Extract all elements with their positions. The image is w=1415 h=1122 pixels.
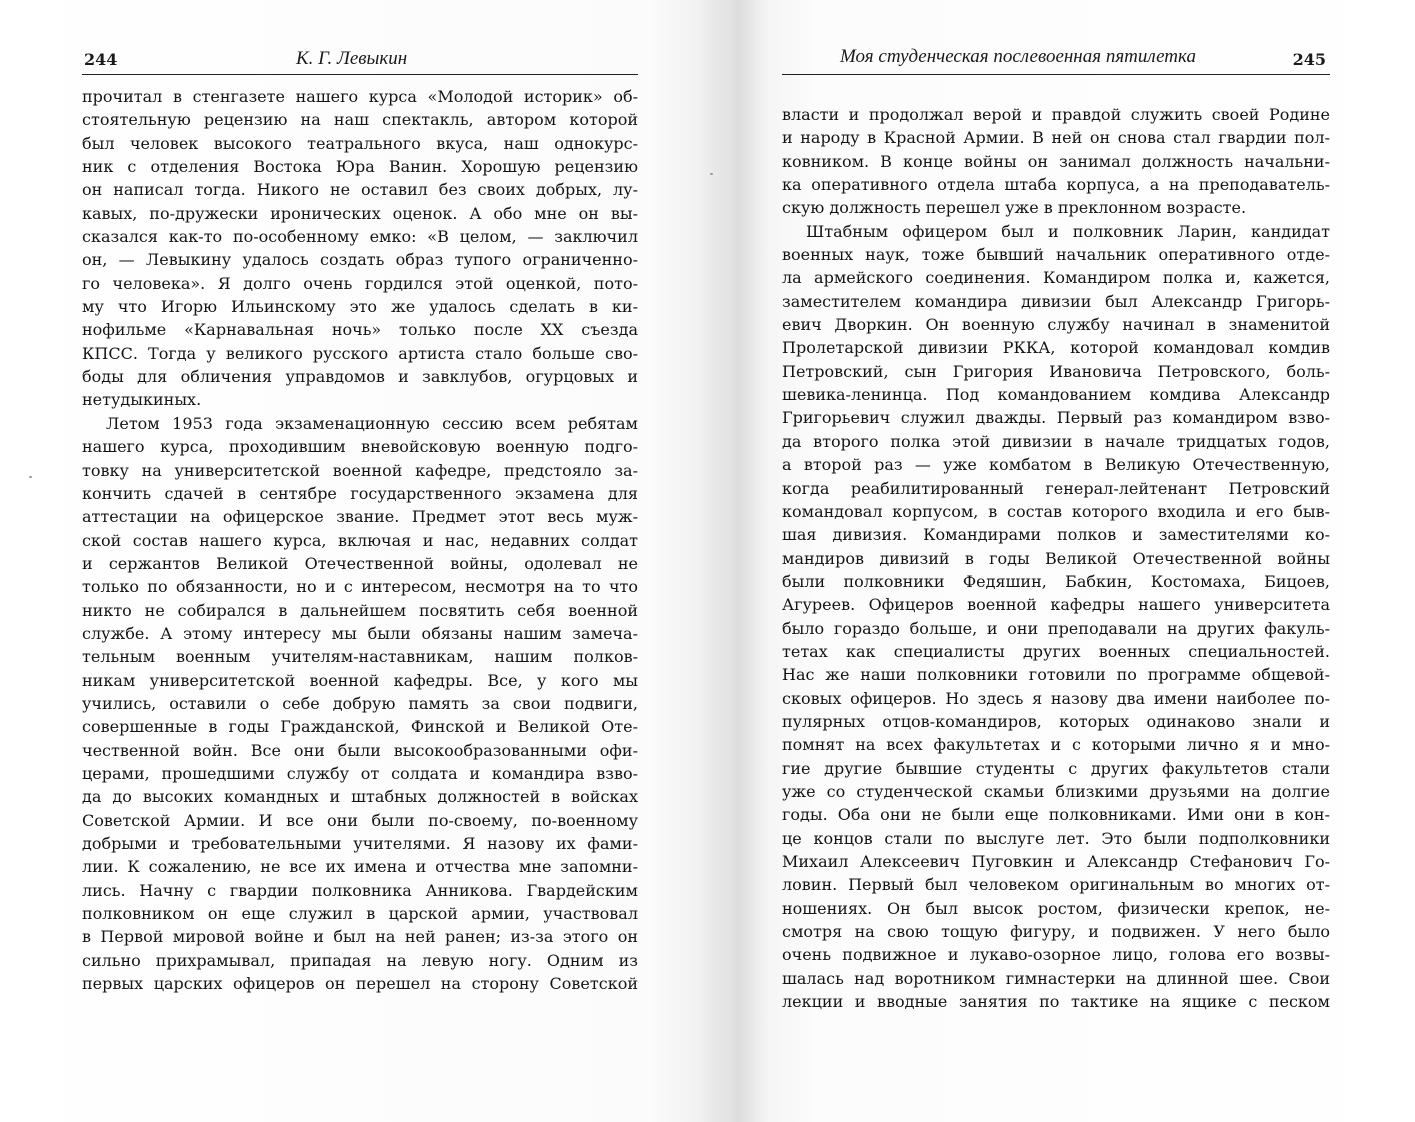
- text-line: никам университетской военной кафедры. Все, у кого мы: [82, 670, 638, 690]
- page-number-right: 245: [1292, 50, 1326, 69]
- text-line: а второй раз — уже комбатом в Великую Отечественную,: [782, 455, 1330, 475]
- text-line: да до высоких командных и штабных должностей в войсках: [82, 787, 638, 807]
- text-line: Михаил Алексеевич Пуговкин и Александр Стефанович Го-: [782, 852, 1330, 871]
- running-head-left: [82, 40, 638, 75]
- right-page: [782, 40, 1330, 1012]
- text-line: власти и продолжал верой и правдой служить своей Родине: [782, 105, 1330, 124]
- text-line: сковых офицеров. Но здесь я назову два имени наиболее по-: [782, 688, 1330, 708]
- text-line: ник с отделения Востока Юра Ванин. Хорошую рецензию: [82, 157, 638, 177]
- text-line: гие другие бывшие студенты с других факультетов стали: [782, 758, 1330, 778]
- text-line: совершенные в годы Гражданской, Финской и Великой Оте-: [82, 717, 638, 737]
- text-line: мандиров дивизий в годы Великой Отечественной войны: [782, 548, 1330, 568]
- text-line: сильно прихрамывал, припадая на левую ногу. Одним из: [82, 950, 638, 970]
- text-line: был человек высокого театрального вкуса, наш однокурс-: [82, 133, 638, 153]
- text-line: лись. Начну с гвардии полковника Анникова. Гвардейским: [82, 880, 638, 900]
- page-number-left: 244: [84, 50, 118, 69]
- text-line: це концов стали по выслуге лет. Это были подполковники: [782, 828, 1330, 848]
- text-line: полковником он еще служил в царской армии, участвовал: [82, 904, 638, 924]
- text-line: Григорьевич служил дважды. Первый раз командиром взво-: [782, 408, 1330, 428]
- text-line: и сержантов Великой Отечественной войны, одолевал не: [82, 553, 638, 573]
- text-line: сказался как-то по-особенному емко: «В целом, — заключил: [82, 227, 638, 247]
- text-line: когда реабилитированный генерал-лейтенант Петровский: [782, 478, 1330, 498]
- text-line: тельным военным учителям-наставникам, нашим полков-: [82, 647, 638, 667]
- text-line: Штабным офицером был и полковник Ларин, кандидат: [806, 221, 1330, 241]
- text-line: церами, прошедшими службу от солдата и командира взво-: [82, 763, 638, 783]
- book-gutter: [700, 0, 770, 1122]
- text-line: стоятельную рецензию на наш спектакль, автором которой: [82, 110, 638, 130]
- text-line: нашего курса, проходившим вневойсковую военную подго-: [82, 437, 638, 457]
- text-line: Советской Армии. И все они были по-своему, по-военному: [82, 810, 638, 830]
- text-line: ка оперативного отдела штаба корпуса, а на преподаватель-: [782, 175, 1330, 195]
- running-title-chapter: Моя студенческая послевоенная пятилетка: [840, 46, 1196, 67]
- text-line: чественной войн. Все они были высокообразованными офи-: [82, 740, 638, 760]
- text-line: только по обязанности, но и с интересом, несмотря на то что: [82, 577, 638, 597]
- text-line: учились, оставили о себе добрую память за свои подвиги,: [82, 693, 638, 713]
- running-title-author: К. Г. Левыкин: [296, 48, 408, 69]
- paper-speck: [29, 476, 32, 478]
- text-line: было гораздо больше, и они преподавали на других факуль-: [782, 618, 1330, 638]
- text-line: го человека». Я долго очень гордился этой оценкой, пото-: [82, 273, 638, 293]
- text-line: добрыми и требовательными учителями. Я назову их фами-: [82, 834, 638, 853]
- text-line: Петровский, сын Григория Ивановича Петровского, боль-: [782, 361, 1330, 381]
- text-line: ковником. В конце войны он занимал должность начальни-: [782, 151, 1330, 171]
- text-line: Агуреев. Офицеров военной кафедры нашего университета: [782, 595, 1330, 615]
- text-line: годы. Оба они не были еще полковниками. Ими они в кон-: [782, 805, 1330, 825]
- text-line: пулярных отцов-командиров, которых одинаково знали и: [782, 711, 1330, 731]
- text-line: Нас же наши полковники готовили по программе общевой-: [782, 665, 1330, 685]
- text-line: кавых, по-дружески иронических оценок. А обо мне он вы-: [82, 203, 638, 223]
- text-line: помнят на всех факультетах и с которыми лично я и мно-: [782, 735, 1330, 755]
- text-line: он написал тогда. Никого не оставил без своих добрых, лу-: [82, 180, 638, 200]
- text-line: шалась над воротником гимнастерки на длинной шее. Свои: [782, 968, 1330, 988]
- text-line: никто не собирался в дальнейшем посвятить себя военной: [82, 600, 638, 620]
- text-line: кончить сдачей в сентябре государственного экзамена для: [82, 483, 638, 503]
- text-line: аттестации на офицерское звание. Предмет этот весь муж-: [82, 507, 638, 527]
- text-line: товку на университетской военной кафедре, предстояло за-: [82, 460, 638, 480]
- left-page: [82, 40, 638, 995]
- text-line: му что Игорю Ильинскому это же удалось сделать в ки-: [82, 297, 638, 317]
- text-line: смотря на свою тощую фигуру, и подвижен. У него было: [782, 922, 1330, 942]
- text-line: и народу в Красной Армии. В ней он снова стал гвардии пол-: [782, 128, 1330, 148]
- text-line: ла армейского соединения. Командиром полка и, кажется,: [782, 268, 1330, 288]
- right-page-text: [782, 103, 1330, 1013]
- text-line: в Первой мировой войне и был на ней ранен; из-за этого он: [82, 927, 638, 947]
- text-line: Пролетарской дивизии РККА, которой командовал комдив: [782, 338, 1330, 358]
- text-line: очень подвижное и лукаво-озорное лицо, голова его возвы-: [782, 945, 1330, 965]
- text-line: скую должность перешел уже в преклонном возрасте.: [782, 198, 1247, 218]
- paper-speck: [710, 173, 713, 175]
- text-line: ношениях. Он был высок ростом, физически крепок, не-: [782, 898, 1330, 918]
- text-line: службе. А этому интересу мы были обязаны нашим замеча-: [82, 623, 638, 643]
- left-page-text: [82, 85, 638, 995]
- text-line: прочитал в стенгазете нашего курса «Молодой историк» об-: [82, 87, 638, 106]
- text-line: уже со студенческой скамьи близкими друзьями на долгие: [782, 781, 1330, 801]
- text-line: ской состав нашего курса, включая и нас, недавних солдат: [82, 530, 638, 550]
- text-line: командовал корпусом, в состав которого входила и его быв-: [782, 501, 1330, 521]
- text-line: ловин. Первый был человеком оригинальным во многих от-: [782, 875, 1330, 895]
- text-line: да второго полка этой дивизии в начале тридцатых годов,: [782, 431, 1330, 451]
- text-line: военных наук, тоже бывший начальник оперативного отде-: [782, 245, 1330, 265]
- text-line: он, — Левыкину удалось создать образ тупого ограниченно-: [82, 250, 638, 270]
- text-line: были полковники Федяшин, Бабкин, Костомаха, Бицоев,: [782, 571, 1330, 591]
- text-line: лекции и вводные занятия по тактике на ящике с песком: [782, 992, 1330, 1012]
- text-line: евич Дворкин. Он военную службу начинал в знаменитой: [782, 315, 1330, 335]
- text-line: КПСС. Тогда у великого русского артиста стало больше сво-: [82, 343, 638, 363]
- running-head-right: [782, 40, 1330, 75]
- text-line: лии. К сожалению, не все их имена и отчества мне запомни-: [82, 857, 638, 877]
- text-line: шевика-ленинца. Под командованием комдива Александр: [782, 385, 1330, 405]
- text-line: шая дивизия. Командирами полков и заместителями ко-: [782, 525, 1330, 545]
- text-line: нофильме «Карнавальная ночь» только после XX съезда: [82, 320, 638, 340]
- text-line: нетудыкиных.: [82, 390, 202, 410]
- text-line: боды для обличения управдомов и завклубов, огурцовых и: [82, 367, 638, 387]
- text-line: первых царских офицеров он перешел на сторону Советской: [82, 974, 638, 994]
- text-line: тетах как специалисты других военных специальностей.: [782, 641, 1330, 661]
- text-line: Летом 1953 года экзаменационную сессию всем ребятам: [106, 413, 638, 433]
- text-line: заместителем командира дивизии был Александр Григорь-: [782, 291, 1330, 311]
